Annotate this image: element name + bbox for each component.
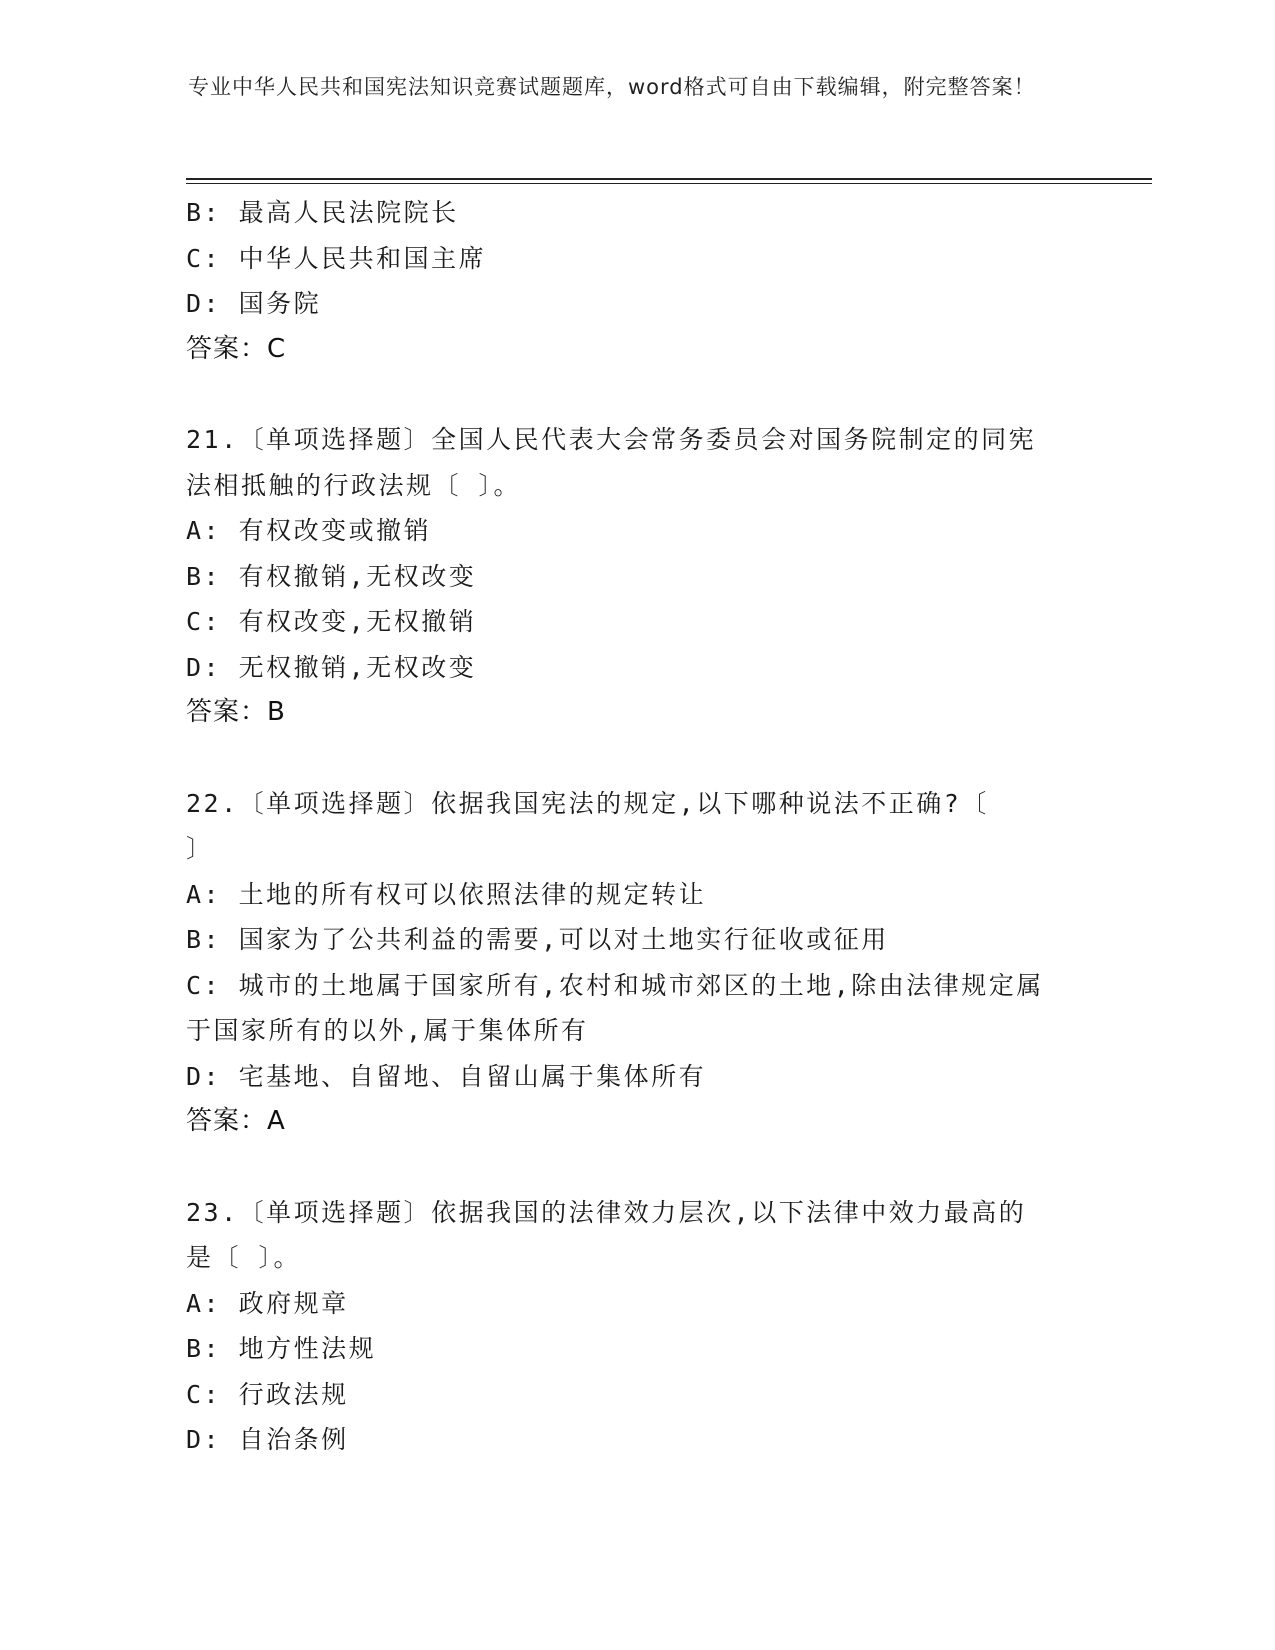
question-stem: 23.〔单项选择题〕依据我国的法律效力层次,以下法律中效力最高的 <box>186 1197 1027 1227</box>
option-d: D: 宅基地、自留地、自留山属于集体所有 <box>186 1061 707 1091</box>
header-rule-thin <box>186 183 1152 184</box>
option-c: C: 城市的土地属于国家所有,农村和城市郊区的土地,除由法律规定属 <box>186 970 1044 1000</box>
answer-line: 答案：C <box>186 333 287 364</box>
question-20-tail <box>186 190 1086 372</box>
question-stem-cont: 是〔 〕。 <box>186 1243 302 1272</box>
option-b: B: 最高人民法院院长 <box>186 198 459 227</box>
option-a: A: 政府规章 <box>186 1288 349 1318</box>
option-d: D: 无权撤销,无权改变 <box>186 652 477 682</box>
question-stem-cont: 〕 <box>186 834 214 863</box>
question-21 <box>186 417 1086 736</box>
option-d: D: 自治条例 <box>186 1425 349 1454</box>
question-stem-cont: 法相抵触的行政法规〔 〕。 <box>186 470 522 500</box>
answer-line: 答案：B <box>186 697 286 727</box>
option-a: A: 土地的所有权可以依照法律的规定转让 <box>186 879 707 909</box>
option-a: A: 有权改变或撤销 <box>186 516 432 545</box>
question-stem: 21.〔单项选择题〕全国人民代表大会常务委员会对国务院制定的同宪 <box>186 425 1037 454</box>
option-c: C: 中华人民共和国主席 <box>186 243 487 273</box>
answer-line: 答案：A <box>186 1106 286 1136</box>
option-c: C: 有权改变,无权撤销 <box>186 607 477 636</box>
option-c: C: 行政法规 <box>186 1379 349 1409</box>
question-22 <box>186 781 1086 1145</box>
question-content <box>186 190 1086 1463</box>
header-rule-thick <box>186 178 1152 180</box>
document-header: 专业中华人民共和国宪法知识竞赛试题题库，word格式可自由下载编辑，附完整答案！ <box>188 75 1036 99</box>
question-stem: 22.〔单项选择题〕依据我国宪法的规定,以下哪种说法不正确?〔 <box>186 788 989 818</box>
option-c-cont: 于国家所有的以外,属于集体所有 <box>186 1016 589 1045</box>
option-b: B: 有权撤销,无权改变 <box>186 561 477 591</box>
question-23 <box>186 1190 1086 1463</box>
option-b: B: 国家为了公共利益的需要,可以对土地实行征收或征用 <box>186 925 889 954</box>
option-b: B: 地方性法规 <box>186 1334 377 1363</box>
option-d: D: 国务院 <box>186 289 322 318</box>
